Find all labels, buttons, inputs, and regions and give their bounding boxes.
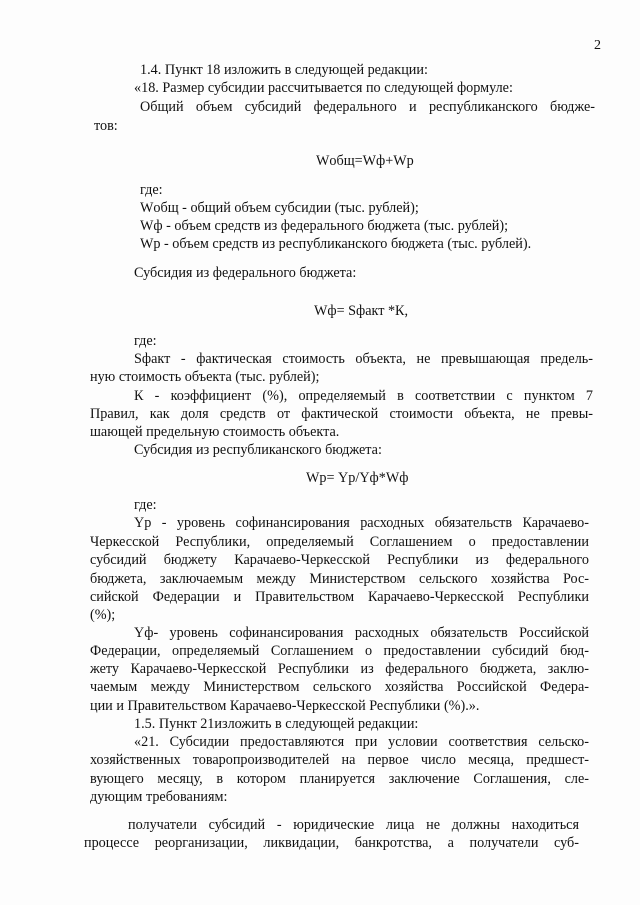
text-line: вующего месяцу, в котором планируется заключение Соглашения, сле-	[90, 771, 589, 787]
text-line: жету Карачаево-Черкесской Республики из федерального бюджета, заклю-	[90, 661, 589, 677]
text-line: сийской Федерации и Правительством Карачаево-Черкесской Республики	[90, 589, 589, 605]
text-line: субсидий бюджету Карачаево-Черкесской Республики из федерального	[90, 552, 589, 568]
text-line: ную стоимость объекта (тыс. рублей);	[90, 369, 320, 385]
text-line: Общий объем субсидий федерального и республиканского бюдже-	[140, 99, 595, 115]
text-line: дующим требованиям:	[90, 789, 228, 805]
text-line: Федерации, определяемый Соглашением о предоставлении субсидий бюд-	[90, 643, 589, 659]
text-line: Wф= Sфакт *К,	[314, 303, 409, 319]
text-line: (%);	[90, 607, 116, 623]
text-line: получатели субсидий - юридические лица не должны находиться	[128, 817, 579, 833]
text-line: тов:	[94, 118, 118, 134]
text-line: Wобщ - общий объем субсидии (тыс. рублей);	[140, 200, 419, 216]
text-line: шающей предельную стоимость объекта.	[90, 424, 340, 440]
text-line: бюджета, заключаемым между Министерством сельского хозяйства Рос-	[90, 571, 589, 587]
text-line: «18. Размер субсидии рассчитывается по следующей формуле:	[134, 80, 513, 96]
text-line: Субсидия из федерального бюджета:	[134, 265, 357, 281]
text-line: чаемым между Министерством сельского хозяйства Российской Федера-	[90, 679, 589, 695]
text-line: где:	[140, 182, 163, 198]
text-line: ции и Правительством Карачаево-Черкесской Республики (%).».	[90, 698, 480, 714]
text-line: Wобщ=Wф+Wр	[316, 153, 414, 169]
text-line: Субсидия из республиканского бюджета:	[134, 442, 382, 458]
text-line: процессе реорганизации, ликвидации, банкротства, а получатели суб-	[84, 835, 579, 851]
text-line: Sфакт - фактическая стоимость объекта, не превышающая предель-	[134, 351, 593, 367]
text-line: Wф - объем средств из федерального бюджета (тыс. рублей);	[140, 218, 509, 234]
text-line: Правил, как доля средств от фактической стоимости объекта, не превы-	[90, 406, 593, 422]
text-line: где:	[134, 497, 157, 513]
text-line: Wр= Yр/Yф*Wф	[306, 470, 409, 486]
text-line: Wр - объем средств из республиканского бюджета (тыс. рублей).	[140, 236, 532, 252]
text-line: где:	[134, 333, 157, 349]
text-line: 1.4. Пункт 18 изложить в следующей редакции:	[140, 62, 428, 78]
page-number: 2	[594, 38, 601, 53]
text-line: хозяйственных товаропроизводителей на первое число месяца, предшест-	[90, 752, 589, 768]
text-line: «21. Субсидии предоставляются при условии соответствия сельско-	[134, 734, 589, 750]
text-line: Yф- уровень софинансирования расходных обязательств Российской	[134, 625, 589, 641]
text-line: 1.5. Пункт 21изложить в следующей редакции:	[134, 716, 419, 732]
text-line: К - коэффициент (%), определяемый в соответствии с пунктом 7	[134, 388, 593, 404]
text-line: Yр - уровень софинансирования расходных обязательств Карачаево-	[134, 515, 589, 531]
text-line: Черкесской Республики, определяемый Соглашением о предоставлении	[90, 534, 589, 550]
